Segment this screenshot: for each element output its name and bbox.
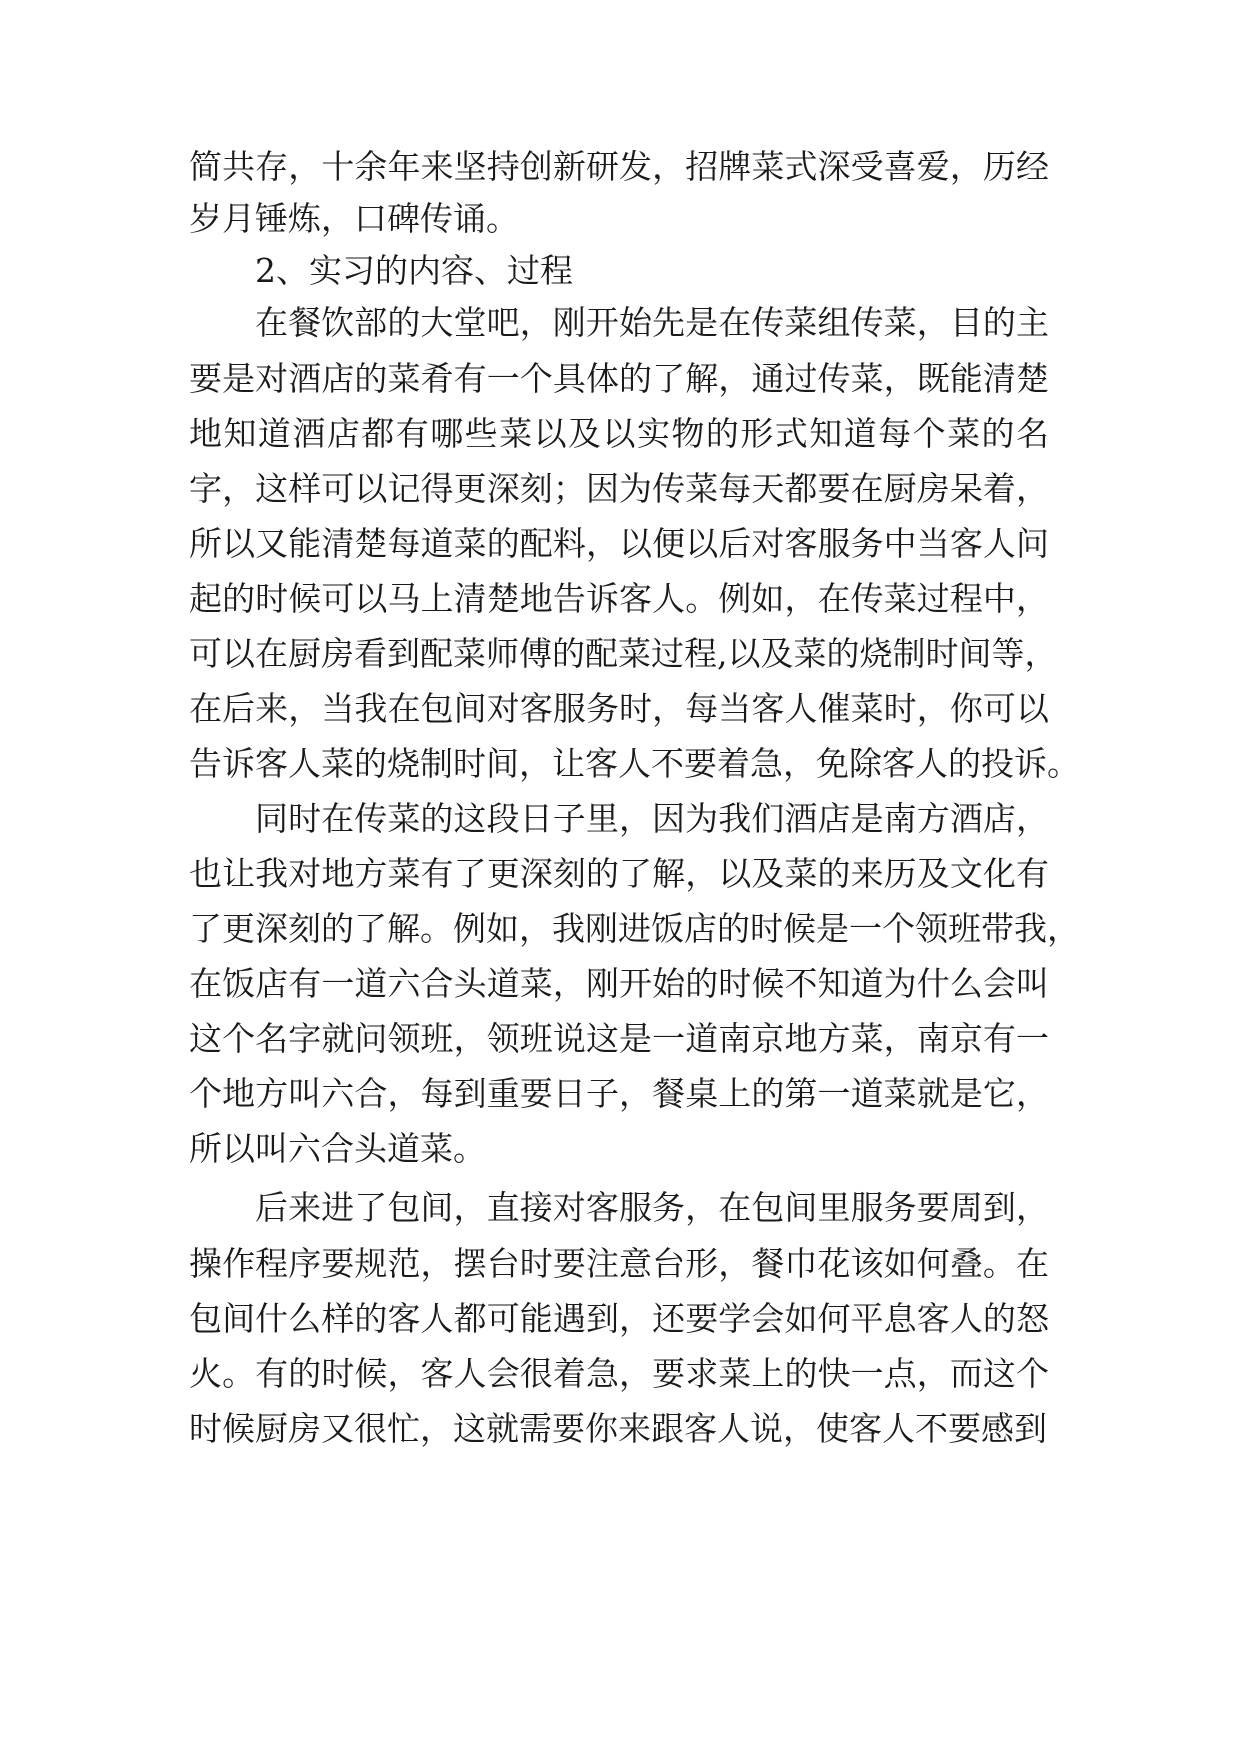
text-line: 时候厨房又很忙，这就需要你来跟客人说，使客人不要感到 (189, 1409, 1047, 1448)
text-line: 起的时候可以马上清楚地告诉客人。例如，在传菜过程中， (189, 579, 1049, 618)
text-line: 在饭店有一道六合头道菜，刚开始的时候不知道为什么会叫 (189, 964, 1049, 1003)
text-line: 简共存，十余年来坚持创新研发，招牌菜式深受喜爱，历经 (189, 147, 1049, 186)
text-line: 可以在厨房看到配菜师傅的配菜过程,以及菜的烧制时间等， (189, 634, 1058, 673)
text-line: 个地方叫六合，每到重要日子，餐桌上的第一道菜就是它， (189, 1074, 1049, 1113)
text-line: 同时在传菜的这段日子里，因为我们酒店是南方酒店， (255, 799, 1049, 838)
section-heading: 2、实习的内容、过程 (255, 251, 573, 290)
text-line: 后来进了包间，直接对客服务，在包间里服务要周到， (255, 1188, 1049, 1227)
text-line: 告诉客人菜的烧制时间，让客人不要着急，免除客人的投诉。 (189, 744, 1080, 783)
text-line: 火。有的时候，客人会很着急，要求菜上的快一点，而这个 (189, 1354, 1049, 1393)
text-line: 这个名字就问领班，领班说这是一道南京地方菜，南京有一 (189, 1019, 1049, 1058)
text-line: 地知道酒店都有哪些菜以及以实物的形式知道每个菜的名 (189, 414, 1049, 453)
text-line: 也让我对地方菜有了更深刻的了解，以及菜的来历及文化有 (189, 854, 1049, 893)
text-line: 岁月锤炼，口碑传诵。 (189, 199, 519, 238)
text-line: 在餐饮部的大堂吧，刚开始先是在传菜组传菜，目的主 (255, 303, 1049, 342)
text-line: 所以叫六合头道菜。 (189, 1129, 486, 1168)
text-line: 所以又能清楚每道菜的配料，以便以后对客服务中当客人问 (189, 524, 1049, 563)
text-line: 了更深刻的了解。例如，我刚进饭店的时候是一个领班带我， (189, 909, 1080, 948)
text-line: 字，这样可以记得更深刻；因为传菜每天都要在厨房呆着， (189, 469, 1049, 508)
text-line: 在后来，当我在包间对客服务时，每当客人催菜时，你可以 (189, 689, 1049, 728)
text-line: 要是对酒店的菜肴有一个具体的了解，通过传菜，既能清楚 (189, 359, 1049, 398)
text-line: 操作程序要规范，摆台时要注意台形，餐巾花该如何叠。在 (189, 1244, 1049, 1283)
text-line: 包间什么样的客人都可能遇到，还要学会如何平息客人的怒 (189, 1299, 1049, 1338)
